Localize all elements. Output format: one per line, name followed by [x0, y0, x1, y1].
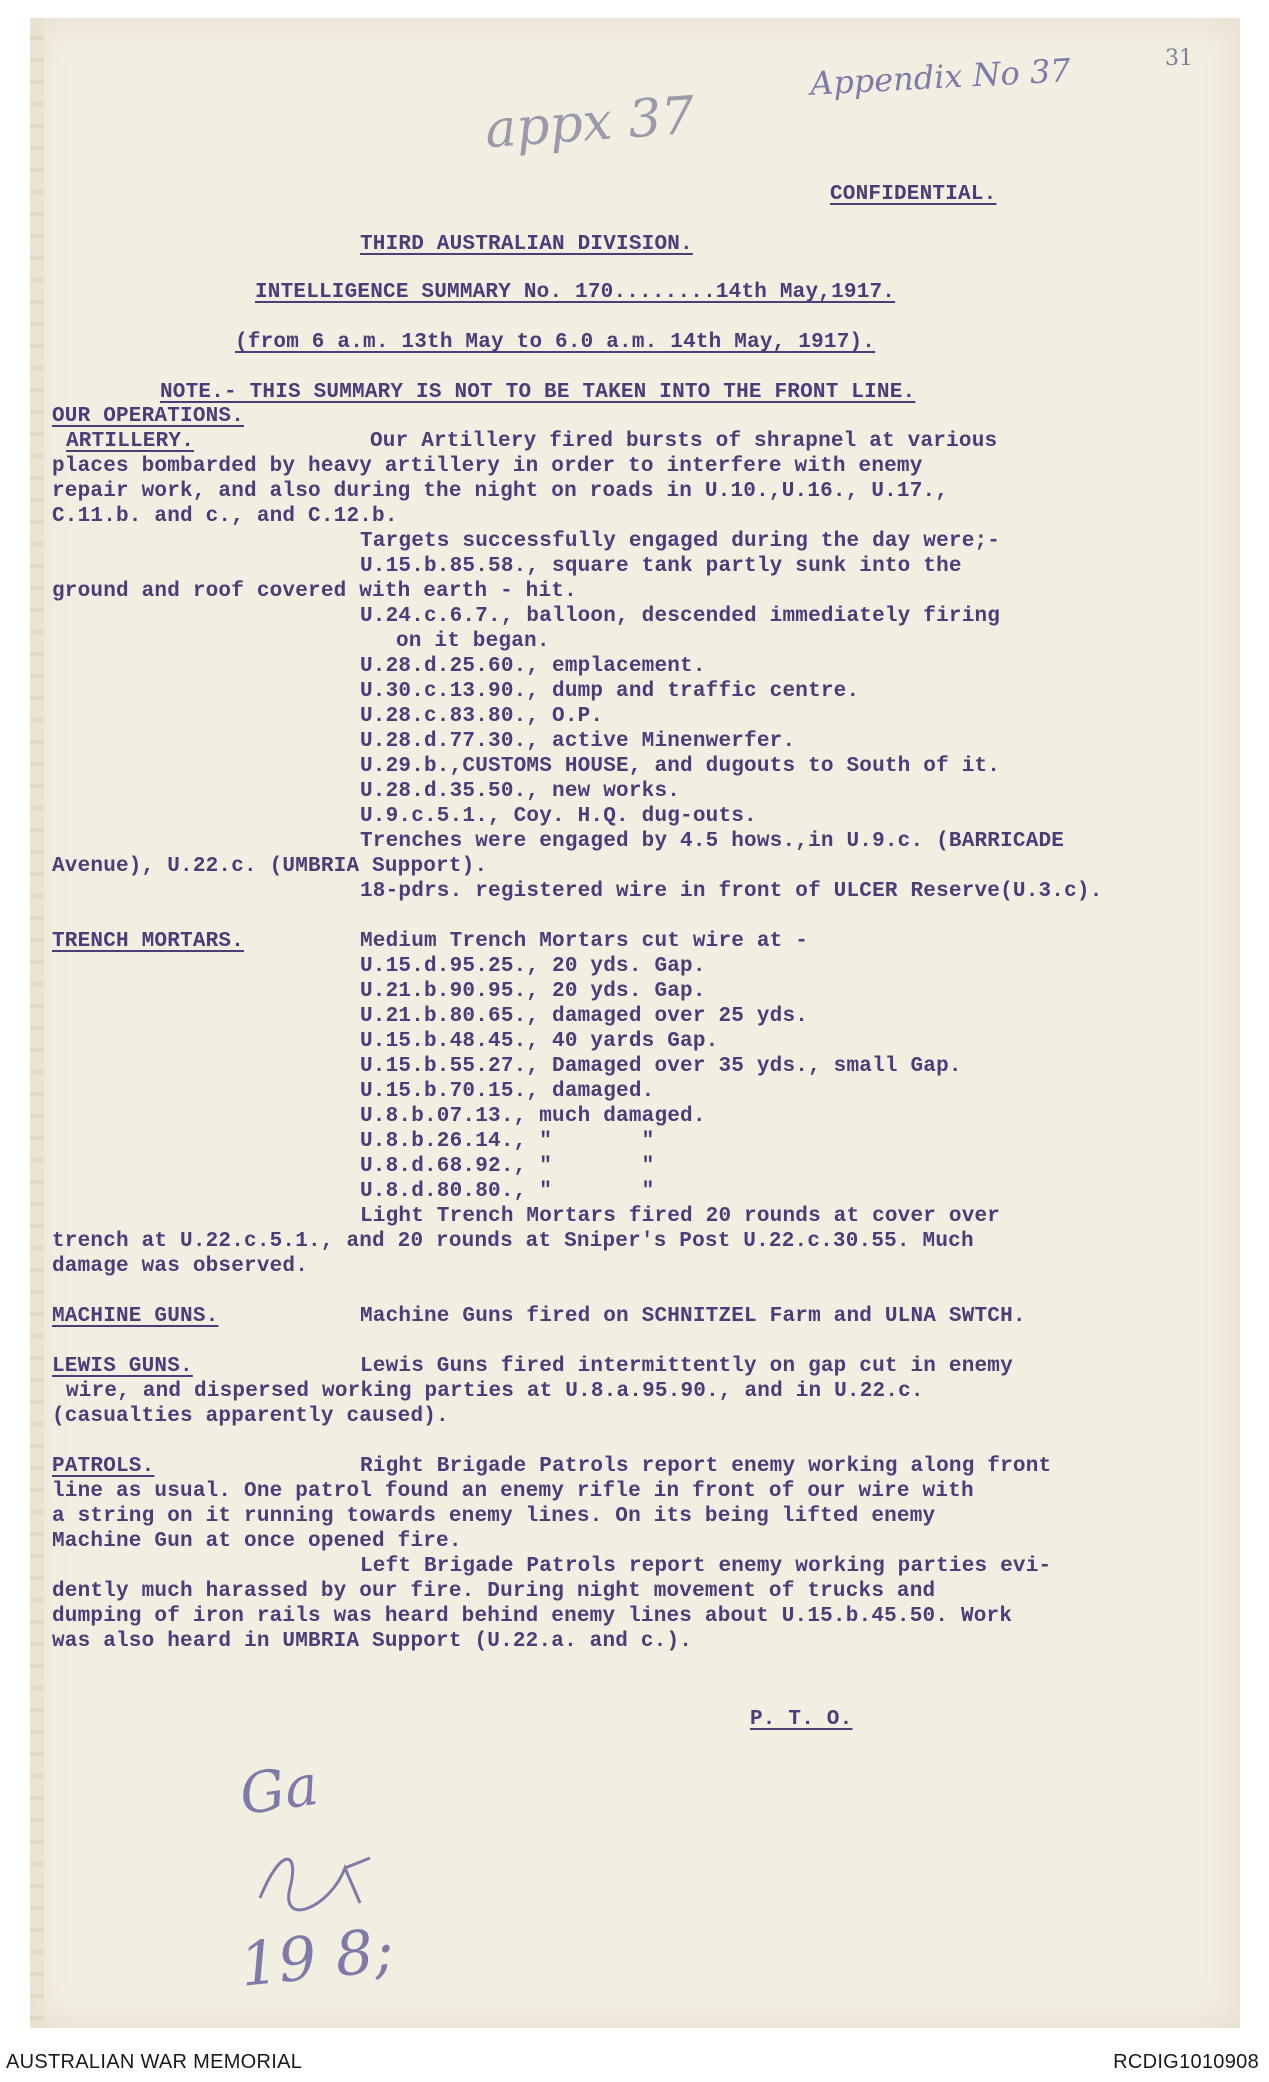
pto-label: P. T. O. — [750, 1708, 853, 1731]
text-line: ground and roof covered with earth - hit. — [52, 580, 577, 603]
section-heading: TRENCH MORTARS. — [52, 930, 245, 953]
footer-archive-name: AUSTRALIAN WAR MEMORIAL — [6, 2051, 303, 2073]
appx-annotation: appx 37 — [483, 85, 697, 161]
confidential-label: CONFIDENTIAL. — [830, 183, 997, 206]
text-line: (casualties apparently caused). — [52, 1405, 449, 1428]
text-line: Medium Trench Mortars cut wire at - — [360, 930, 809, 953]
text-line: U.28.c.83.80., O.P. — [360, 705, 604, 728]
text-line: U.24.c.6.7., balloon, descended immediately firing — [360, 605, 1001, 628]
summary-title: INTELLIGENCE SUMMARY No. 170........14th May,1917. — [255, 281, 896, 304]
text-line: U.9.c.5.1., Coy. H.Q. dug-outs. — [360, 805, 757, 828]
text-line: line as usual. One patrol found an enemy rifle in front of our wire with — [52, 1480, 974, 1503]
note-line: NOTE.- THIS SUMMARY IS NOT TO BE TAKEN INTO THE FRONT LINE. — [160, 381, 916, 404]
text-line: U.28.d.35.50., new works. — [360, 780, 681, 803]
text-line: Machine Gun at once opened fire. — [52, 1530, 462, 1553]
text-line: U.8.d.80.80., " " — [360, 1180, 655, 1203]
text-line: U.15.d.95.25., 20 yds. Gap. — [360, 955, 706, 978]
text-line: a string on it running towards enemy lines. On its being lifted enemy — [52, 1505, 936, 1528]
division-title: THIRD AUSTRALIAN DIVISION. — [360, 233, 693, 256]
text-line: U.21.b.80.65., damaged over 25 yds. — [360, 1005, 809, 1028]
page-number: 31 — [1165, 46, 1193, 71]
text-line: U.8.b.26.14., " " — [360, 1130, 655, 1153]
section-heading: ARTILLERY. — [66, 430, 195, 453]
text-line: wire, and dispersed working parties at U.8.a.95.90., and in U.22.c. — [66, 1380, 924, 1403]
text-line: U.30.c.13.90., dump and traffic centre. — [360, 680, 860, 703]
text-line: damage was observed. — [52, 1255, 309, 1278]
appendix-annotation: Appendix No 37 — [809, 51, 1072, 103]
text-line: U.29.b.,CUSTOMS HOUSE, and dugouts to South of it. — [360, 755, 1001, 778]
text-line: U.15.b.70.15., damaged. — [360, 1080, 655, 1103]
signature-scribble — [250, 1838, 400, 1918]
section-heading: MACHINE GUNS. — [52, 1305, 219, 1328]
text-line: Targets successfully engaged during the day were;- — [360, 530, 1001, 553]
text-line: dumping of iron rails was heard behind enemy lines about U.15.b.45.50. Work — [52, 1605, 1013, 1628]
text-line: dently much harassed by our fire. During night movement of trucks and — [52, 1580, 936, 1603]
text-line: on it began. — [396, 630, 550, 653]
text-line: U.21.b.90.95., 20 yds. Gap. — [360, 980, 706, 1003]
text-line: Machine Guns fired on SCHNITZEL Farm and ULNA SWTCH. — [360, 1305, 1026, 1328]
section-heading: LEWIS GUNS. — [52, 1355, 193, 1378]
text-line: U.15.b.55.27., Damaged over 35 yds., small Gap. — [360, 1055, 962, 1078]
text-line: places bombarded by heavy artillery in order to interfere with enemy — [52, 455, 923, 478]
text-line: Lewis Guns fired intermittently on gap cut in enemy — [360, 1355, 1013, 1378]
text-line: U.28.d.25.60., emplacement. — [360, 655, 706, 678]
handwritten-initials: 19 8; — [236, 1915, 398, 2001]
text-line: U.15.b.85.58., square tank partly sunk into the — [360, 555, 962, 578]
section-heading: PATROLS. — [52, 1455, 155, 1478]
text-line: trench at U.22.c.5.1., and 20 rounds at Sniper's Post U.22.c.30.55. Much — [52, 1230, 974, 1253]
document-page — [30, 18, 1240, 2028]
text-line: C.11.b. and c., and C.12.b. — [52, 505, 398, 528]
footer-record-id: RCDIG1010908 — [1113, 2051, 1259, 2073]
text-line: U.28.d.77.30., active Minenwerfer. — [360, 730, 796, 753]
handwritten-signature: Ga — [235, 1752, 323, 1829]
text-line: Trenches were engaged by 4.5 hows.,in U.9.c. (BARRICADE — [360, 830, 1065, 853]
text-line: 18-pdrs. registered wire in front of ULCER Reserve(U.3.c). — [360, 880, 1103, 903]
text-line: Left Brigade Patrols report enemy working parties evi- — [360, 1555, 1052, 1578]
text-line: U.8.d.68.92., " " — [360, 1155, 655, 1178]
text-line: repair work, and also during the night on roads in U.10.,U.16., U.17., — [52, 480, 949, 503]
period-line: (from 6 a.m. 13th May to 6.0 a.m. 14th May, 1917). — [235, 331, 876, 354]
text-line: was also heard in UMBRIA Support (U.22.a. and c.). — [52, 1630, 693, 1653]
section-heading: OUR OPERATIONS. — [52, 405, 245, 428]
text-line: Light Trench Mortars fired 20 rounds at cover over — [360, 1205, 1001, 1228]
text-line: U.8.b.07.13., much damaged. — [360, 1105, 706, 1128]
text-line: Right Brigade Patrols report enemy working along front — [360, 1455, 1052, 1478]
text-line: Our Artillery fired bursts of shrapnel at various — [370, 430, 998, 453]
text-line: Avenue), U.22.c. (UMBRIA Support). — [52, 855, 488, 878]
text-line: U.15.b.48.45., 40 yards Gap. — [360, 1030, 719, 1053]
